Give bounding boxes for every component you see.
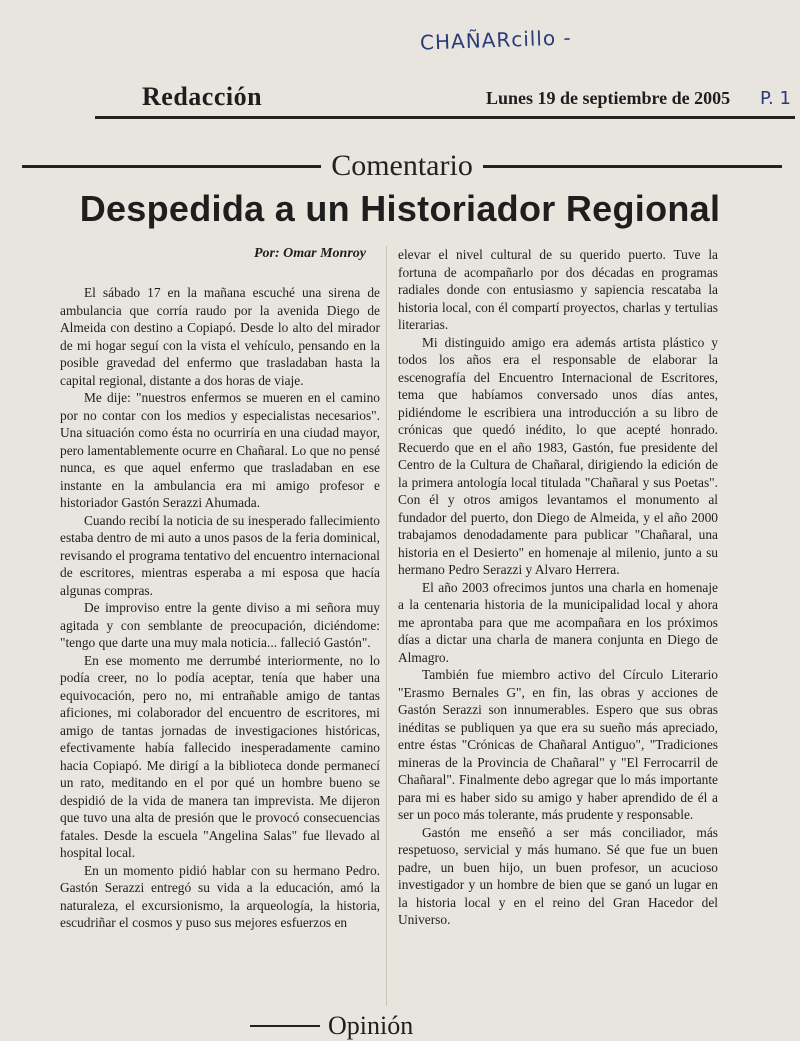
paragraph: Cuando recibí la noticia de su inesperado fallecimiento estaba dentro de mi auto a unos pasos de la feria dominical, revisando el programa tentativo del encuentro internacional de escritores, mientras esperaba a mi esposa que hacía algunas compras. (60, 512, 380, 598)
handwritten-page-number: P. 1 (760, 88, 791, 109)
article-column-right (398, 246, 718, 929)
next-section-banner (250, 1011, 550, 1040)
kicker-rule-right (483, 165, 782, 168)
column-divider (386, 246, 387, 1006)
article-byline: Por: Omar Monroy (254, 246, 367, 261)
paragraph: También fue miembro activo del Círculo Literario "Erasmo Bernales G", en fin, las obras y acciones de Gastón Serazzi son innumerables. Espero que sus obras inéditas se publiquen ya que era su sueño más apreciado, entre éstas "Crónicas de Chañaral Antiguo", "Tradiciones mineras de la Provincia de Chañaral" y "El Ferrocarril de Chañaral". Finalmente debo agregar que lo más importante para mi es haber sido su amigo y haber aprendido de él a ser un poco más tolerante, más prudente y responsable. (398, 667, 718, 822)
paragraph: Mi distinguido amigo era además artista plástico y todos los años era el responsable de elaborar la escenografía del Encuentro Internacional de Escritores, tema que habíamos conversado unos días antes, pidiéndome le escribiera una introducción a su libro de crónicas que quedó inédito, lo que acepté honrado. Recuerdo que en el año 1983, Gastón, fue presidente del Centro de la Cultura de Chañaral, dirigiendo la edición de la primera antología local titulada "Chañaral y sus Poetas". Con él y otros amigos levantamos el monumento al fundador del puerto, don Diego de Almeida, y el año 2000 trabajamos denodadamente para publicar "Chañaral, una historia en el Desierto" en homenaje al milenio, junto a su hermano Pedro Serazzi y Alvaro Herrera. (398, 334, 718, 577)
paragraph: Gastón me enseñó a ser más conciliador, más respetuoso, servicial y más humano. Sé que fue un buen padre, un buen hijo, un buen profesor, un acucioso investigador y un hombre de bien que se ganó un lugar en la historia local y en el reino del Gran Hacedor del Universo. (398, 824, 718, 927)
next-section-rule (250, 1025, 320, 1027)
paragraph: El año 2003 ofrecimos juntos una charla en homenaje a la centenaria historia de la municipalidad local y ahora me aprontaba para que me acompañara en los próximos días a dictar una charla de manera conjunta en Diego de Almagro. (398, 579, 718, 665)
paragraph: elevar el nivel cultural de su querido puerto. Tuve la fortuna de acompañarlo por dos décadas en programas radiales donde con entusiasmo y sapiencia rescataba la historia local, con él compartí proyectos, charlas y tertulias literarias. (398, 247, 718, 332)
article-kicker: Comentario (331, 149, 473, 182)
article-title: Despedida a un Historiador Regional (79, 188, 721, 229)
paragraph: Me dije: "nuestros enfermos se mueren en el camino por no contar con los medios y especialistas necesarios". Una situación como ésta no ocurriría en una ciudad mayor, pero lamentablemente ocurre en Chañaral. Lo que no pensé nunca, es que aquel enfermo que trasladaban en ese instante en la ambulancia era mi amigo profesor e historiador Gastón Serazzi Ahumada. (60, 390, 380, 510)
next-section-title: Opinión (328, 1011, 414, 1040)
paragraph: De improviso entre la gente diviso a mi señora muy agitada y con semblante de preocupación, diciéndome: "tengo que darte una muy mala noticia... falleció Gastón". (60, 600, 380, 650)
handwritten-annotation: CHAÑARcillo - (419, 25, 573, 55)
article-column-left (60, 284, 380, 932)
paragraph: En un momento pidió hablar con su hermano Pedro. Gastón Serazzi entregó su vida a la educación, amó la naturaleza, el excursionismo, la arqueología, la historia, escudriñar el cosmos y puso sus mejores esfuerzos en (60, 862, 380, 930)
kicker-rule-left (22, 165, 321, 168)
issue-date: Lunes 19 de septiembre de 2005 (486, 88, 731, 108)
kicker-banner (22, 148, 782, 184)
header-rule (95, 116, 795, 119)
paragraph: En ese momento me derrumbé interiormente, no lo podía creer, no lo podía aceptar, tenía que haber una equivocación, pero no, mi entrañable amigo de tantas aficiones, mi colaborador del encuentro de escritores, mi amigo de tantas jornadas de investigaciones históricas, efectivamente había fallecido inesperadamente camino hacia Copiapó. Me dirigí a la biblioteca donde permanecí un rato, meditando en el por qué un hombre bueno se despidió de la vida de manera tan imprevista. Me dijeron que tuvo una alta de presión que le provocó consecuencias fatales. Desde la escuela "Angelina Salas" fue llevado al hospital local. (60, 652, 380, 860)
paragraph: El sábado 17 en la mañana escuché una sirena de ambulancia que corría raudo por la avenida Diego de Almeida con destino a Copiapó. Desde lo alto del mirador de mi hogar seguí con la vista el vehículo, pensando en la posible gravedad del enfermo que trasladaban hasta la capital regional, distante a dos horas de viaje. (60, 285, 380, 388)
section-name: Redacción (142, 82, 263, 111)
